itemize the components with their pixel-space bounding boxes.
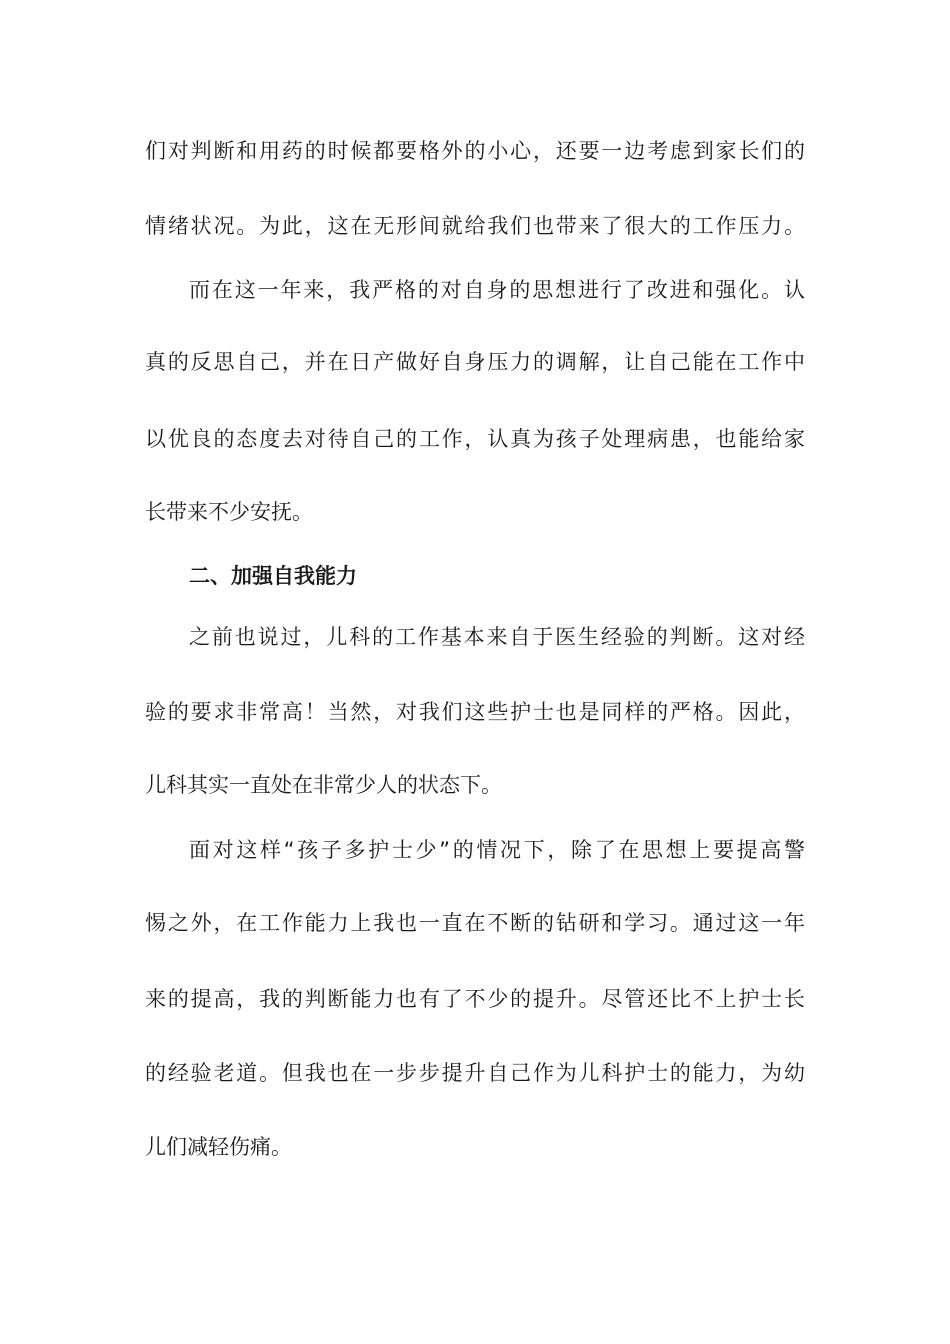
paragraph-4-line-1: 面对这样“孩子多护士少”的情况下，除了在思想上要提高警 bbox=[189, 838, 805, 862]
paragraph-4-line-3: 来的提高，我的判断能力也有了不少的提升。尽管还比不上护士长 bbox=[145, 987, 805, 1011]
paragraph-1-line-2: 情绪状况。为此，这在无形间就给我们也带来了很大的工作压力。 bbox=[145, 214, 805, 238]
paragraph-4-line-5: 儿们减轻伤痛。 bbox=[145, 1135, 292, 1159]
paragraph-2-line-1: 而在这一年来，我严格的对自身的思想进行了改进和强化。认 bbox=[189, 278, 805, 302]
paragraph-2-line-2: 真的反思自己，并在日产做好自身压力的调解，让自己能在工作中 bbox=[145, 350, 805, 374]
paragraph-3-line-3: 儿科其实一直处在非常少人的状态下。 bbox=[145, 773, 502, 797]
section-heading: 二、加强自我能力 bbox=[189, 564, 357, 588]
paragraph-3-line-2: 验的要求非常高！当然，对我们这些护士也是同样的严格。因此， bbox=[145, 700, 805, 724]
paragraph-4-line-4: 的经验老道。但我也在一步步提升自己作为儿科护士的能力，为幼 bbox=[145, 1061, 805, 1085]
paragraph-4-line-2: 惕之外，在工作能力上我也一直在不断的钻研和学习。通过这一年 bbox=[145, 911, 805, 935]
paragraph-3-line-1: 之前也说过，儿科的工作基本来自于医生经验的判断。这对经 bbox=[189, 625, 805, 649]
paragraph-1-line-1: 们对判断和用药的时候都要格外的小心，还要一边考虑到家长们的 bbox=[145, 139, 805, 163]
paragraph-2-line-3: 以优良的态度去对待自己的工作，认真为孩子处理病患，也能给家 bbox=[145, 427, 805, 451]
paragraph-2-line-4: 长带来不少安抚。 bbox=[145, 500, 313, 524]
